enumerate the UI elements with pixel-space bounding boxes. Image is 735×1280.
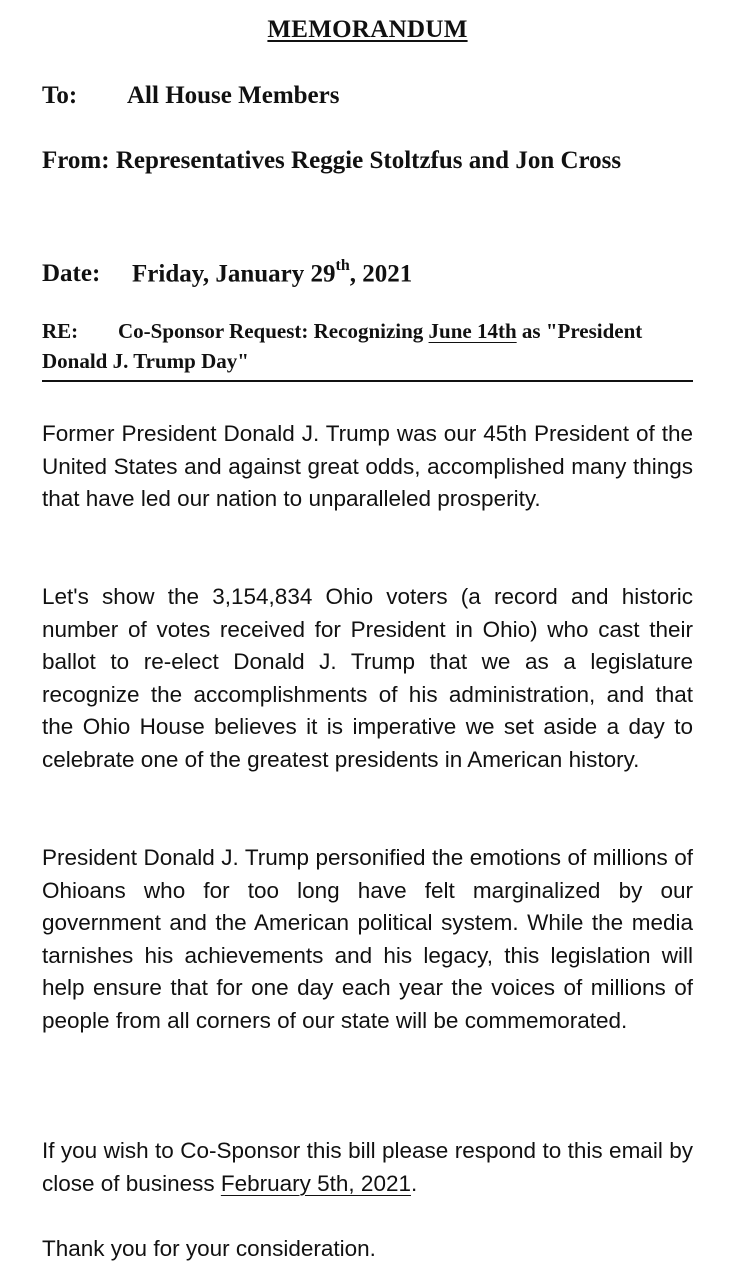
from-line	[42, 143, 682, 178]
to-line	[42, 78, 339, 113]
body-paragraph-2: Let's show the 3,154,834 Ohio voters (a record and historic number of votes received for President in Ohio) who cast their ballot to re-elect Donald J. Trump that we as a legislature recognize the accomplishments of his administration, and that the Ohio House believes it is imperative we set aside a day to celebrate one of the greatest presidents in American history.	[42, 584, 693, 772]
date-label: Date:	[42, 260, 101, 288]
re-label: RE:	[42, 319, 79, 343]
to-value: All House Members	[127, 82, 340, 109]
closing-line: Thank you for your consideration.	[42, 1236, 376, 1261]
date-value-prefix: Friday, January 29	[132, 260, 336, 288]
re-text-before: Co-Sponsor Request: Recognizing	[118, 319, 429, 343]
date-superscript: th	[335, 257, 350, 274]
re-underlined-date: June 14th	[428, 319, 517, 343]
body-paragraph-4	[42, 1135, 693, 1200]
from-label: From:	[42, 147, 110, 174]
to-label: To:	[42, 82, 78, 109]
deadline-date: February 5th, 2021	[220, 1170, 411, 1196]
header-divider	[42, 380, 693, 382]
body-paragraph-1: Former President Donald J. Trump was our 45th President of the United States and against great odds, accomplished many things that have led our nation to unparalleled prosperity.	[42, 421, 693, 511]
date-value-suffix: , 2021	[349, 260, 413, 288]
request-text: If you wish to Co-Sponsor this bill please respond to this email by close of business	[42, 1138, 693, 1196]
re-line	[42, 316, 692, 376]
re-text-after: as "President Donald J. Trump Day"	[42, 319, 643, 373]
body-paragraph-3: President Donald J. Trump personified the emotions of millions of Ohioans who for too long have felt marginalized by our government and the American political system. While the media tarnishes his achievements and his legacy, this legislation will help ensure that for one day each year the voices of millions of people from all corners of our state will be commemorated.	[42, 845, 693, 1033]
date-line	[42, 250, 412, 291]
from-value: Representatives Reggie Stoltzfus and Jon Cross	[115, 147, 622, 174]
memo-title: MEMORANDUM	[267, 16, 468, 43]
request-text-end: .	[410, 1170, 418, 1196]
